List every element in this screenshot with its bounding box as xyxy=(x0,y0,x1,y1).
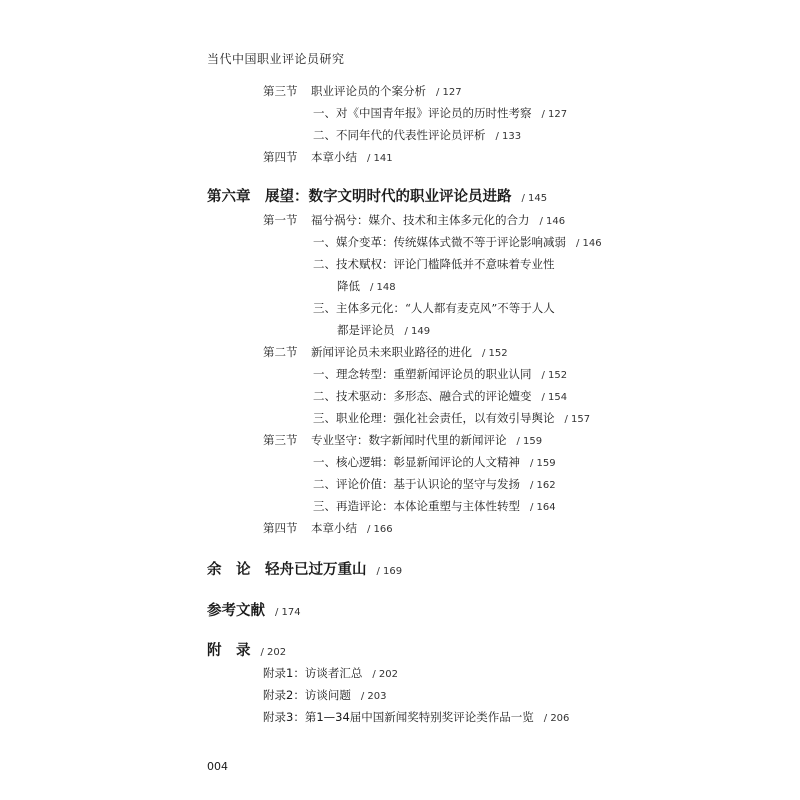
toc-epilogue xyxy=(207,561,402,581)
toc-subsection-6-1-2-cont xyxy=(337,279,396,295)
page-ref: / 145 xyxy=(521,193,548,204)
appendix-title: 附录2：访谈问题 xyxy=(263,688,351,702)
page-ref: / 152 xyxy=(482,348,508,359)
page-number: 004 xyxy=(207,760,228,773)
page-ref: / 202 xyxy=(372,669,398,680)
toc-section-6-1 xyxy=(263,213,565,229)
toc-subsection-6-3-3 xyxy=(313,499,556,515)
subsection-title: 二、技术赋权：评论门槛降低并不意味着专业性 xyxy=(313,257,555,271)
subsection-title: 一、理念转型：重塑新闻评论员的职业认同 xyxy=(313,367,532,381)
toc-subsection-6-3-2 xyxy=(313,477,556,493)
toc-subsection-5-3-1 xyxy=(313,106,567,122)
chapter-title: 参考文献 xyxy=(207,602,265,619)
appendix-title: 附录1：访谈者汇总 xyxy=(263,666,363,680)
subsection-title: 三、再造评论：本体论重塑与主体性转型 xyxy=(313,499,520,513)
subsection-title: 都是评论员 xyxy=(337,323,395,337)
page-ref: / 148 xyxy=(370,282,396,293)
subsection-title: 一、核心逻辑：彰显新闻评论的人文精神 xyxy=(313,455,520,469)
toc-appendix-1 xyxy=(263,666,398,682)
section-title: 职业评论员的个案分析 xyxy=(311,84,426,98)
subsection-title: 三、主体多元化：“人人都有麦克风”不等于人人 xyxy=(313,301,555,315)
toc-subsection-6-1-2 xyxy=(313,257,555,271)
toc-appendix-3 xyxy=(263,710,569,726)
section-title: 专业坚守：数字新闻时代里的新闻评论 xyxy=(311,433,507,447)
toc-subsection-5-3-2 xyxy=(313,128,521,144)
subsection-title: 二、技术驱动：多形态、融合式的评论嬗变 xyxy=(313,389,532,403)
page-ref: / 146 xyxy=(576,238,602,249)
subsection-title: 二、评论价值：基于认识论的坚守与发扬 xyxy=(313,477,520,491)
running-header: 当代中国职业评论员研究 xyxy=(207,52,345,66)
page-ref: / 146 xyxy=(539,216,566,227)
appendix-title: 附录3：第1—34届中国新闻奖特别奖评论类作品一览 xyxy=(263,710,534,724)
toc-subsection-6-1-3 xyxy=(313,301,555,315)
page-ref: / 202 xyxy=(260,647,287,658)
toc-appendix-2 xyxy=(263,688,386,704)
chapter-title: 附 录 xyxy=(207,642,251,659)
toc-subsection-6-1-3-cont xyxy=(337,323,430,339)
page-ref: / 159 xyxy=(516,436,543,447)
section-title: 本章小结 xyxy=(311,150,357,164)
page-ref: / 127 xyxy=(436,87,462,98)
page-ref: / 141 xyxy=(367,153,393,164)
section-label: 第一节 xyxy=(263,213,298,227)
toc-section-6-2 xyxy=(263,345,508,361)
chapter-title: 第六章 展望：数字文明时代的职业评论员进路 xyxy=(207,188,512,205)
page-ref: / 157 xyxy=(564,414,591,425)
toc-subsection-6-2-2 xyxy=(313,389,567,405)
page-ref: / 169 xyxy=(376,566,403,577)
toc-subsection-6-1-1 xyxy=(313,235,602,251)
page-ref: / 203 xyxy=(360,691,387,702)
page-ref: / 127 xyxy=(541,109,568,120)
page-ref: / 166 xyxy=(367,524,393,535)
page-ref: / 154 xyxy=(541,392,568,403)
page-ref: / 174 xyxy=(275,607,301,618)
subsection-title: 三、职业伦理：强化社会责任，以有效引导舆论 xyxy=(313,411,555,425)
subsection-title: 降低 xyxy=(337,279,360,293)
subsection-title: 一、对《中国青年报》评论员的历时性考察 xyxy=(313,106,532,120)
page-ref: / 162 xyxy=(530,480,556,491)
toc-references xyxy=(207,602,301,622)
toc-section-5-3 xyxy=(263,84,462,100)
subsection-title: 一、媒介变革：传统媒体式微不等于评论影响减弱 xyxy=(313,235,566,249)
toc-subsection-6-3-1 xyxy=(313,455,556,471)
page-ref: / 152 xyxy=(541,370,568,381)
toc-chapter-6 xyxy=(207,188,547,208)
page-ref: / 164 xyxy=(530,502,556,513)
section-label: 第四节 xyxy=(263,521,298,535)
section-title: 本章小结 xyxy=(311,521,357,535)
section-title: 福兮祸兮：媒介、技术和主体多元化的合力 xyxy=(311,213,530,227)
toc-subsection-6-2-3 xyxy=(313,411,590,427)
page-ref: / 159 xyxy=(530,458,556,469)
section-title: 新闻评论员未来职业路径的进化 xyxy=(311,345,472,359)
page-ref: / 206 xyxy=(543,713,570,724)
toc-section-5-4 xyxy=(263,150,393,166)
toc-subsection-6-2-1 xyxy=(313,367,567,383)
section-label: 第三节 xyxy=(263,84,298,98)
section-label: 第四节 xyxy=(263,150,298,164)
toc-appendix xyxy=(207,642,286,662)
toc-section-6-4 xyxy=(263,521,393,537)
toc-section-6-3 xyxy=(263,433,542,449)
chapter-title: 余 论 轻舟已过万重山 xyxy=(207,561,367,578)
page-ref: / 133 xyxy=(495,131,522,142)
section-label: 第二节 xyxy=(263,345,298,359)
section-label: 第三节 xyxy=(263,433,298,447)
page-ref: / 149 xyxy=(404,326,431,337)
subsection-title: 二、不同年代的代表性评论员评析 xyxy=(313,128,486,142)
